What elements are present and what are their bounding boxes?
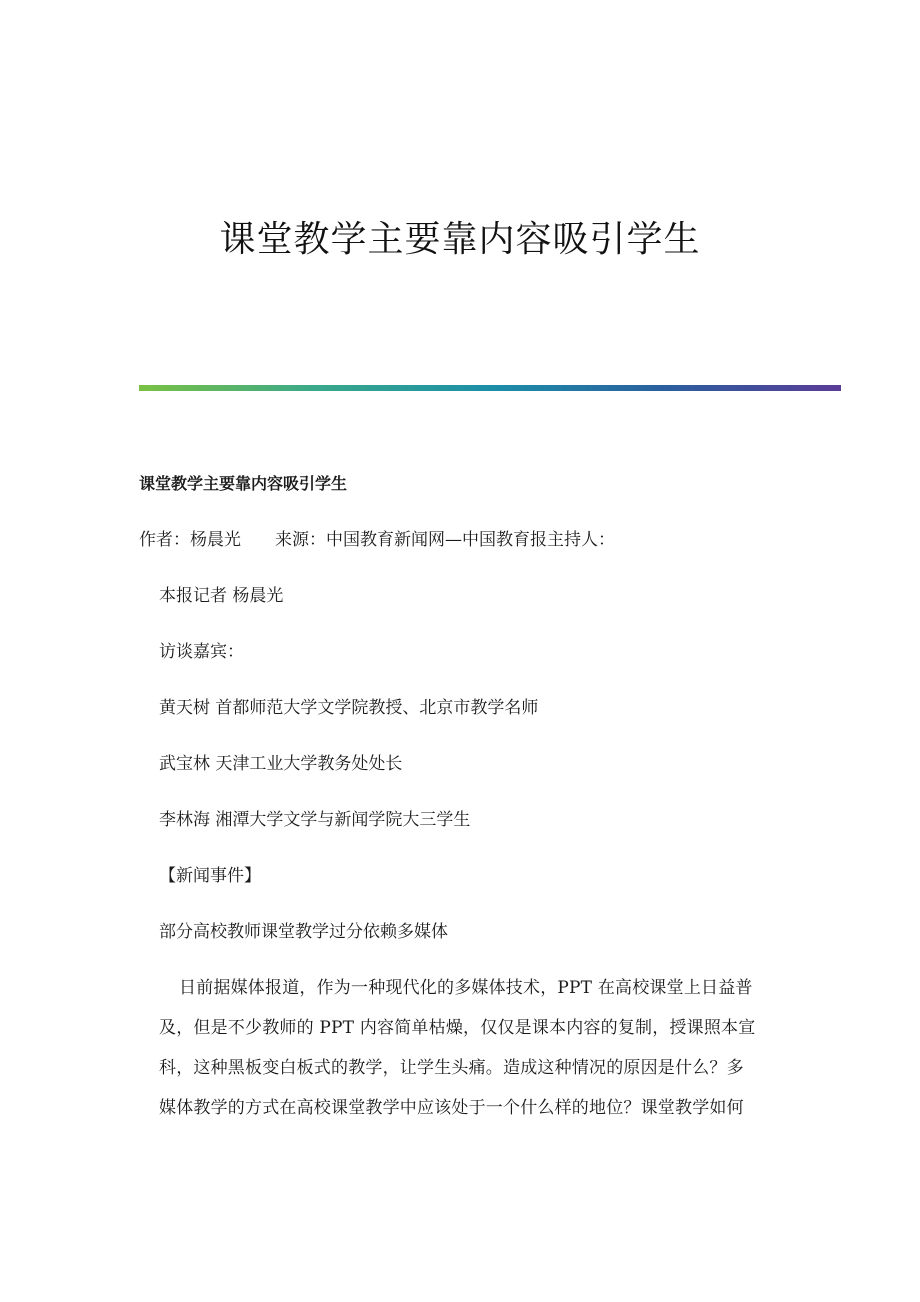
author-label: 作者：杨晨光 bbox=[139, 530, 241, 550]
paragraph-line: 日前据媒体报道，作为一种现代化的多媒体技术，PPT 在高校课堂上日益普 bbox=[179, 978, 753, 998]
host-line: 本报记者 杨晨光 bbox=[159, 586, 284, 606]
paragraph-line: 媒体教学的方式在高校课堂教学中应该处于一个什么样的地位？课堂教学如何 bbox=[159, 1098, 744, 1118]
article-meta bbox=[139, 526, 771, 554]
event-title: 部分高校教师课堂教学过分依赖多媒体 bbox=[159, 922, 448, 942]
event-label: 【新闻事件】 bbox=[159, 866, 261, 886]
guest-item: 李林海 湘潭大学文学与新闻学院大三学生 bbox=[159, 810, 471, 830]
source-label: 来源：中国教育新闻网—中国教育报主持人： bbox=[275, 530, 615, 550]
article-heading: 课堂教学主要靠内容吸引学生 bbox=[139, 474, 348, 493]
paragraph-line: 科，这种黑板变白板式的教学，让学生头痛。造成这种情况的原因是什么？多 bbox=[159, 1058, 744, 1078]
guests-label: 访谈嘉宾： bbox=[159, 642, 244, 662]
article-body bbox=[139, 470, 771, 1128]
paragraph-line: 及，但是不少教师的 PPT 内容简单枯燥，仅仅是课本内容的复制，授课照本宣 bbox=[159, 1018, 756, 1038]
article-paragraph bbox=[139, 968, 771, 1128]
guest-item: 武宝林 天津工业大学教务处处长 bbox=[159, 754, 403, 774]
guest-item: 黄天树 首都师范大学文学院教授、北京市教学名师 bbox=[159, 698, 539, 718]
title-divider bbox=[139, 385, 841, 391]
document-title: 课堂教学主要靠内容吸引学生 bbox=[219, 219, 701, 260]
